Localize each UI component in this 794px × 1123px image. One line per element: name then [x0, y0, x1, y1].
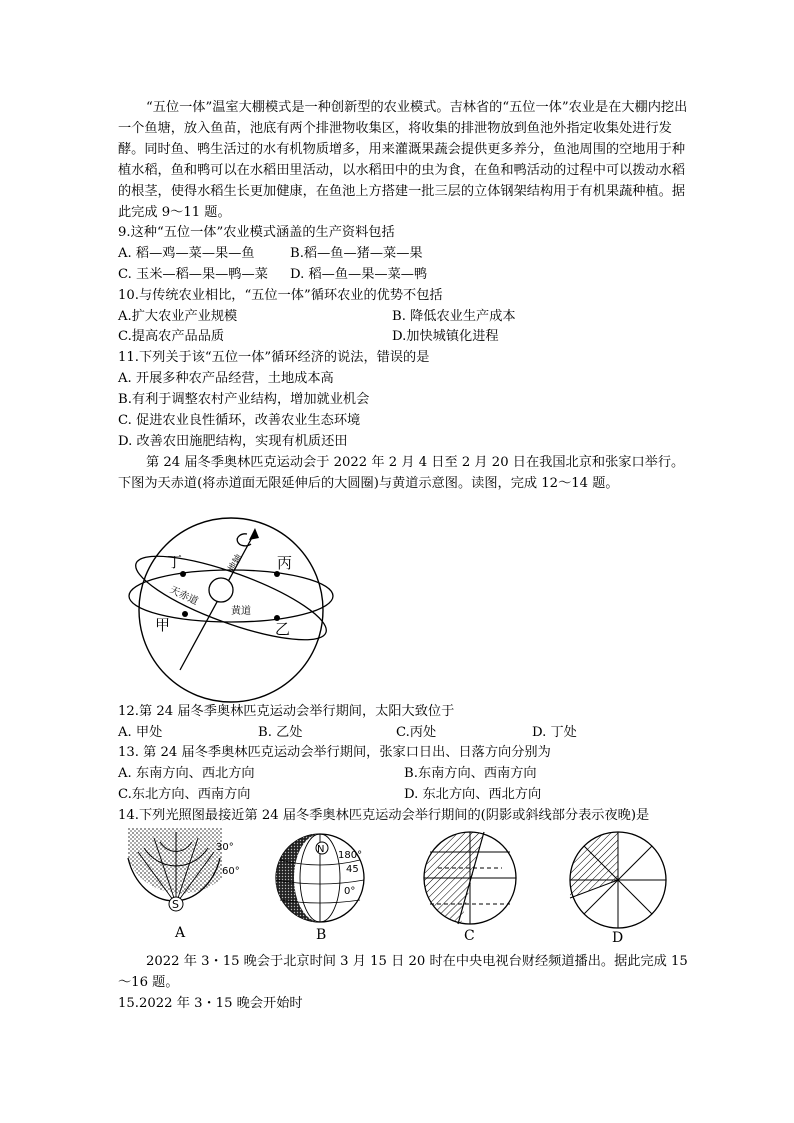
q11-option-b: B.有利于调整农村产业结构，增加就业机会 — [118, 392, 370, 407]
point-ding — [180, 571, 186, 577]
earth — [209, 578, 233, 602]
question-9-stem: 9.这种“五位一体”农业模式涵盖的生产资料包括 — [118, 225, 395, 240]
celestial-sphere-diagram — [125, 510, 340, 705]
q11-option-a: A. 开展多种农产品经营，土地成本高 — [118, 371, 334, 386]
question-10-stem: 10.与传统农业相比，“五位一体”循环农业的优势不包括 — [118, 288, 443, 303]
question-14-stem: 14.下列光照图最接近第 24 届冬季奥林匹克运动会举行期间的(阴影或斜线部分表示夜晚)是 — [118, 808, 650, 823]
question-13-stem: 13. 第 24 届冬季奥林匹克运动会举行期间，张家口日出、日落方向分别为 — [118, 745, 551, 760]
illumination-figure-a — [124, 828, 244, 920]
q9-option-a: A. 稻—鸡—菜—果—鱼 — [118, 246, 255, 261]
label-0deg: 0° — [344, 886, 356, 897]
label-pole-s: S — [172, 898, 179, 911]
label-jia: 甲 — [155, 616, 171, 634]
label-bing: 丙 — [277, 554, 293, 572]
label-180: 180° — [338, 850, 363, 861]
question-11-stem: 11.下列关于该“五位一体”循环经济的说法，错误的是 — [118, 350, 430, 365]
label-60deg: 60° — [222, 866, 240, 877]
q11-option-c: C. 促进农业良性循环，改善农业生态环境 — [118, 413, 361, 428]
illumination-figure-d — [566, 828, 670, 932]
q10-option-c: C.提高农产品品质 — [118, 329, 225, 344]
q13-option-c: C.东北方向、西南方向 — [118, 787, 251, 802]
illumination-figure-c — [420, 828, 520, 928]
q11-option-d: D. 改善农田施肥结构，实现有机质还田 — [118, 434, 348, 449]
label-30deg: 30° — [216, 842, 234, 853]
q12-option-a: A. 甲处 — [118, 725, 163, 740]
figure-c-label: C — [464, 928, 475, 944]
figure-b-label: B — [316, 927, 327, 943]
q10-option-d: D.加快城镇化进程 — [392, 329, 499, 344]
passage-five-in-one: “五位一体”温室大棚模式是一种创新型的农业模式。吉林省的“五位一体”农业是在大棚内挖出一个鱼塘，放入鱼苗，池底有两个排泄物收集区，将收集的排泄物放到鱼池外指定收集处进行发酵。同时鱼、鸭生活过的水有机物质增多，用来灌溉果蔬会提供更多养分，鱼池周围的空地用于种植水稻，鱼和鸭可以在水稻田里活动，以水稻田中的虫为食，在鱼和鸭活动的过程中可以拨动水稻的根茎，使得水稻生长更加健康，在鱼池上方搭建一批三层的立体钢架结构用于有机果蔬种植。据此完成 9～11 题。 — [118, 100, 688, 220]
night-area-d — [570, 832, 618, 898]
label-celestial-equator: 天赤道 — [167, 584, 200, 608]
label-yi: 乙 — [275, 620, 291, 638]
point-jia — [182, 611, 188, 617]
figure-d-label: D — [612, 930, 624, 946]
passage-315-gala: 2022 年 3・15 晚会于北京时间 3 月 15 日 20 时在中央电视台财经频道播出。据此完成 15～16 题。 — [118, 954, 688, 990]
illumination-figure-b — [272, 830, 372, 925]
q13-option-d: D. 东北方向、西北方向 — [404, 787, 542, 802]
label-ecliptic: 黄道 — [231, 606, 251, 617]
ecliptic — [128, 540, 335, 656]
q10-option-a: A.扩大农业产业规模 — [118, 309, 238, 324]
q9-option-c: C. 玉米—稻—果—鸭—菜 — [118, 267, 268, 282]
figure-a-label: A — [175, 925, 186, 941]
q9-option-d: D. 稻—鱼—果—菜—鸭 — [290, 267, 428, 282]
q10-option-b: B. 降低农业生产成本 — [392, 309, 516, 324]
passage-winter-olympics: 第 24 届冬季奥林匹克运动会于 2022 年 2 月 4 日至 2 月 20 日在我国北京和张家口举行。下图为天赤道(将赤道面无限延伸后的大圆圈)与黄道示意图。读图，完成 12～14 题。 — [118, 455, 685, 491]
q13-option-b: B.东南方向、西南方向 — [404, 766, 537, 781]
q12-option-c: C.丙处 — [396, 725, 437, 740]
question-12-stem: 12.第 24 届冬季奥林匹克运动会举行期间，太阳大致位于 — [118, 704, 455, 719]
label-ding: 丁 — [167, 553, 183, 571]
question-15-stem: 15.2022 年 3・15 晚会开始时 — [118, 996, 303, 1011]
axis-arrow — [249, 528, 259, 540]
label-45: 45 — [346, 864, 359, 875]
label-pole-n: N — [317, 844, 325, 855]
q12-option-b: B. 乙处 — [258, 725, 303, 740]
q13-option-a: A. 东南方向、西北方向 — [118, 766, 255, 781]
q12-option-d: D. 丁处 — [532, 725, 577, 740]
q9-option-b: B.稻—鱼—猪—菜—果 — [290, 246, 423, 261]
label-earth-axis: 地轴 — [226, 552, 245, 574]
